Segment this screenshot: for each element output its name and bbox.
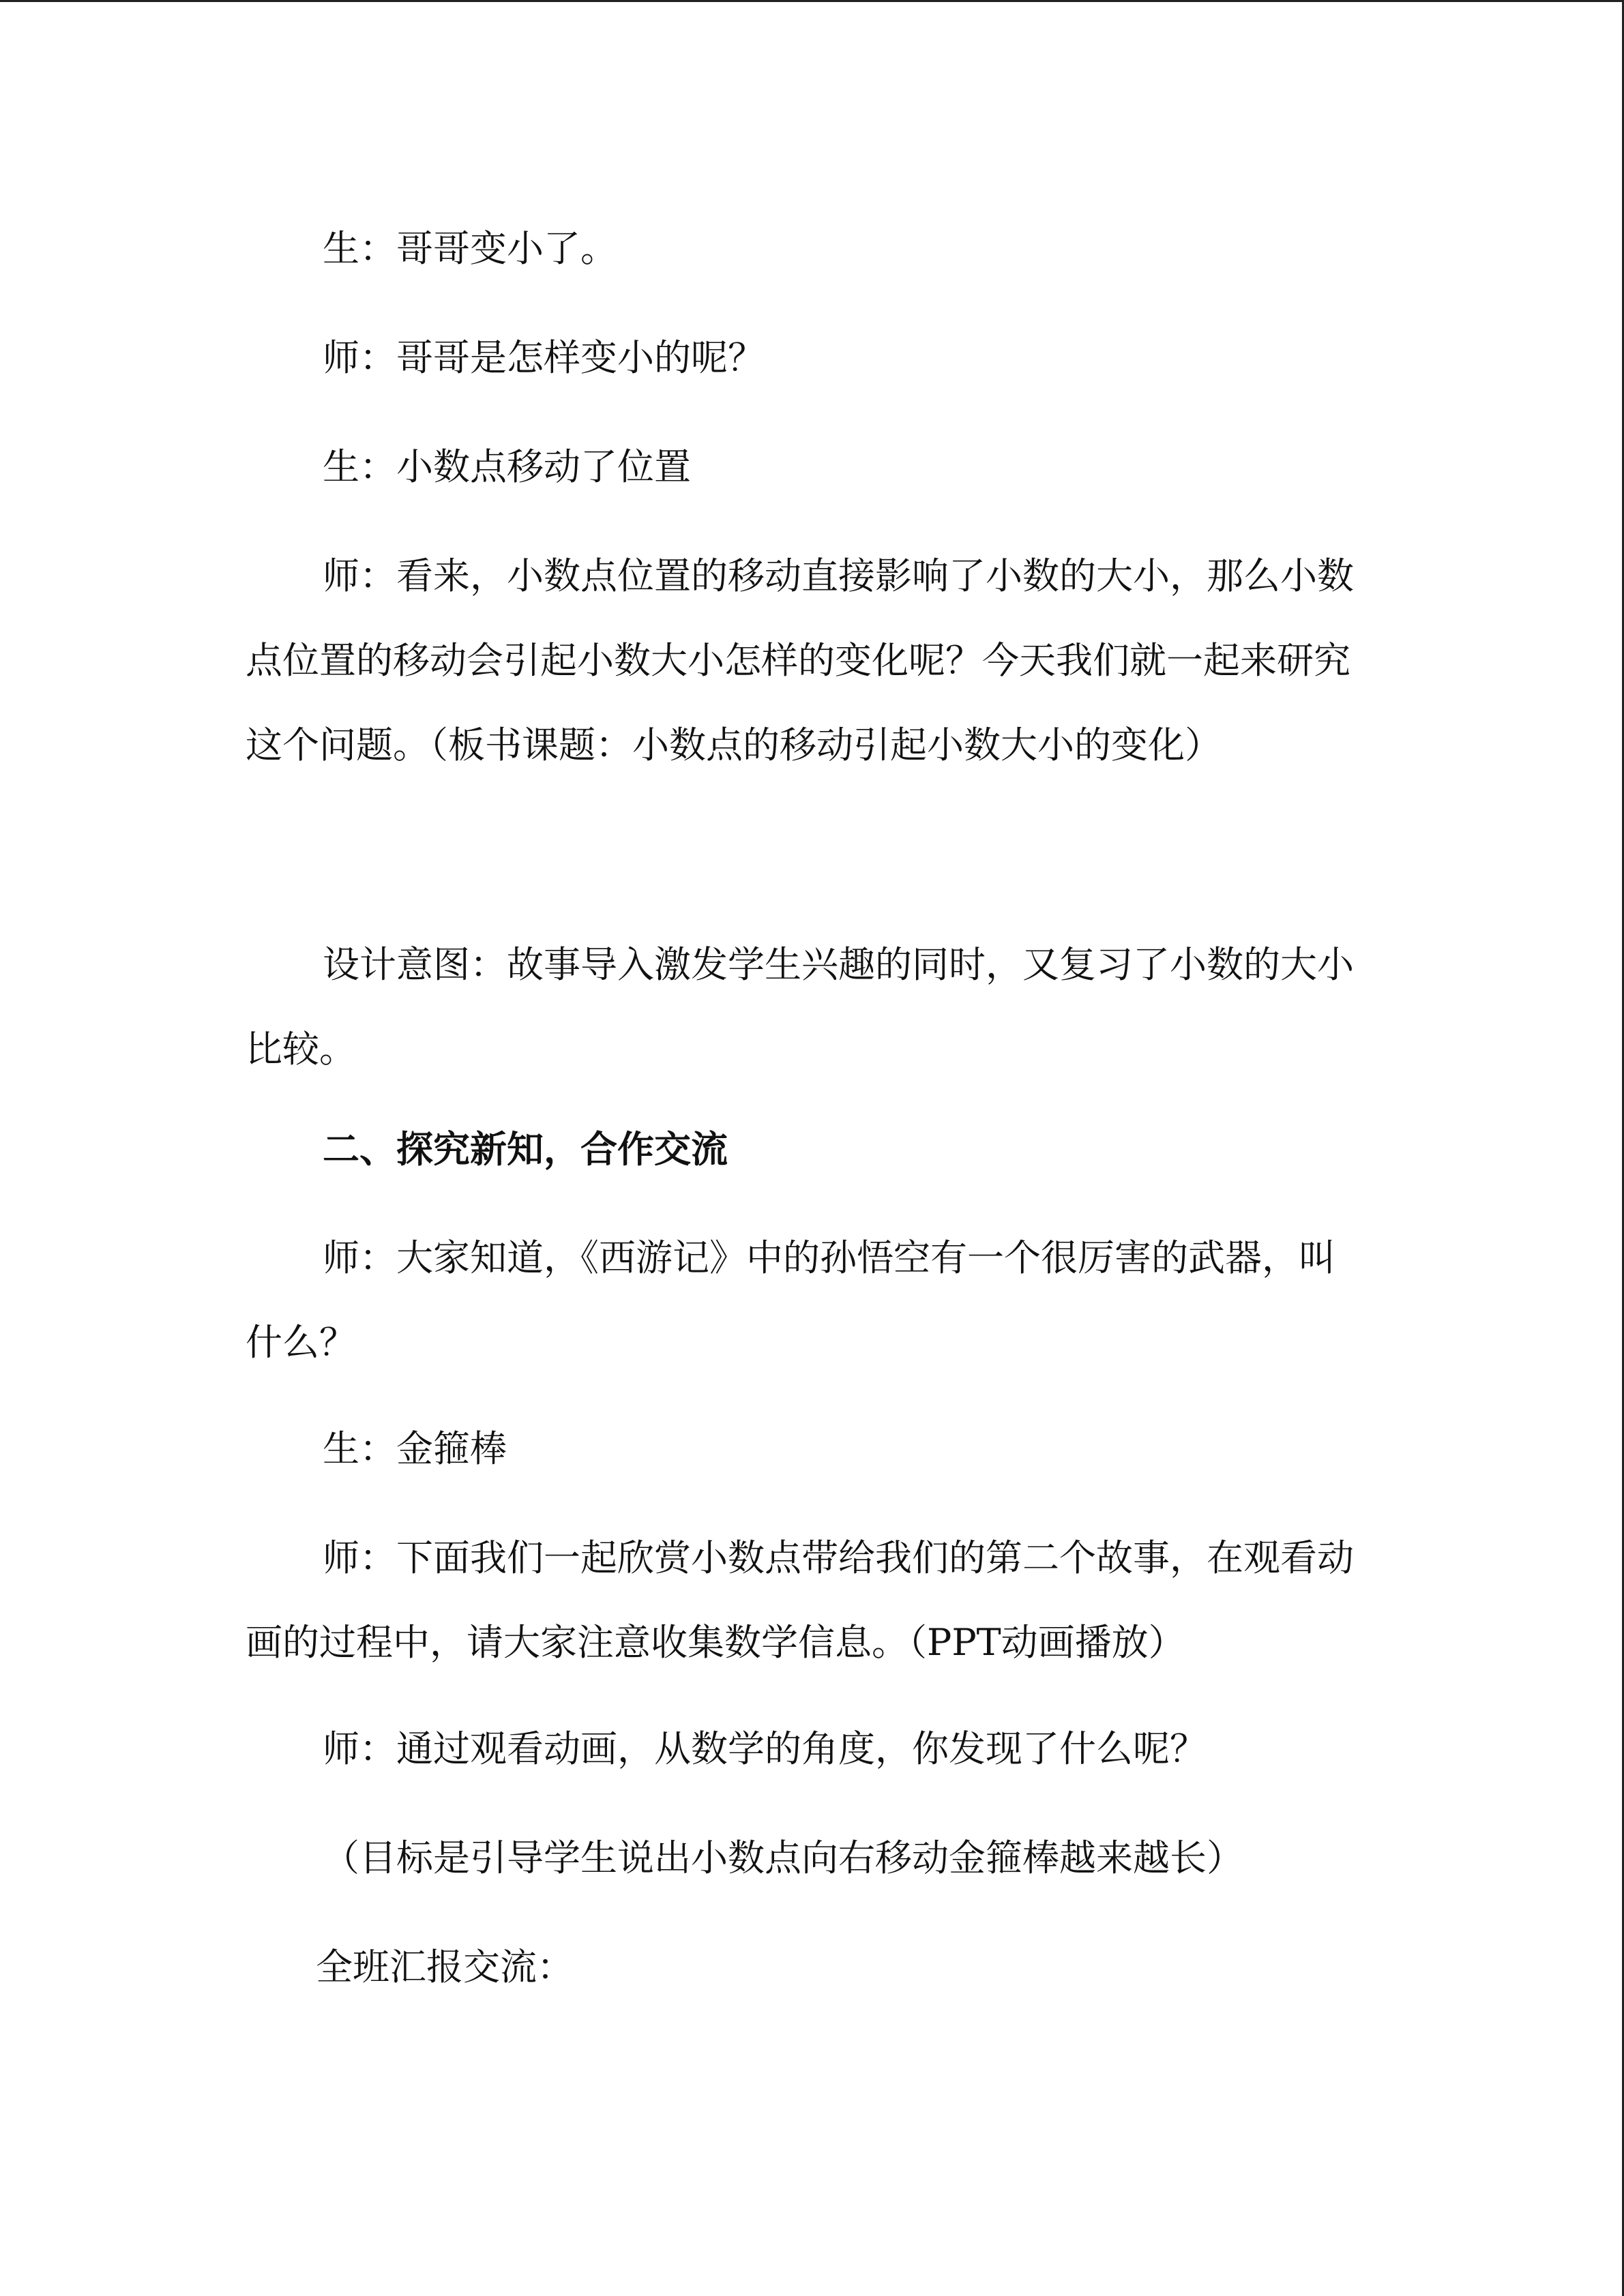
dialogue-line: 师：哥哥是怎样变小的呢？ bbox=[323, 336, 765, 379]
dialogue-line: 生：金箍棒 bbox=[323, 1427, 507, 1470]
dialogue-line: 生：小数点移动了位置 bbox=[323, 445, 691, 488]
dialogue-paragraph: 师：下面我们一起欣赏小数点带给我们的第二个故事，在观看动画的过程中，请大家注意收集数学信息。（PPT动画播放） bbox=[246, 1536, 1354, 1664]
dialogue-line: 生：哥哥变小了。 bbox=[323, 227, 617, 270]
section-heading: 二、探究新知，合作交流 bbox=[323, 1127, 728, 1171]
dialogue-paragraph: 师：看来，小数点位置的移动直接影响了小数的大小，那么小数点位置的移动会引起小数大小怎样的变化呢？今天我们就一起来研究这个问题。（板书课题：小数点的移动引起小数大小的变化） bbox=[246, 554, 1354, 766]
dialogue-paragraph: 师：大家知道，《西游记》中的孙悟空有一个很厉害的武器，叫什么？ bbox=[246, 1236, 1335, 1364]
teaching-note: （目标是引导学生说出小数点向右移动金箍棒越来越长） bbox=[323, 1836, 1243, 1879]
class-report-line: 全班汇报交流： bbox=[316, 1945, 574, 1988]
design-intent-paragraph: 设计意图：故事导入激发学生兴趣的同时，又复习了小数的大小比较。 bbox=[246, 943, 1354, 1071]
dialogue-line: 师：通过观看动画，从数学的角度，你发现了什么呢？ bbox=[323, 1727, 1207, 1770]
